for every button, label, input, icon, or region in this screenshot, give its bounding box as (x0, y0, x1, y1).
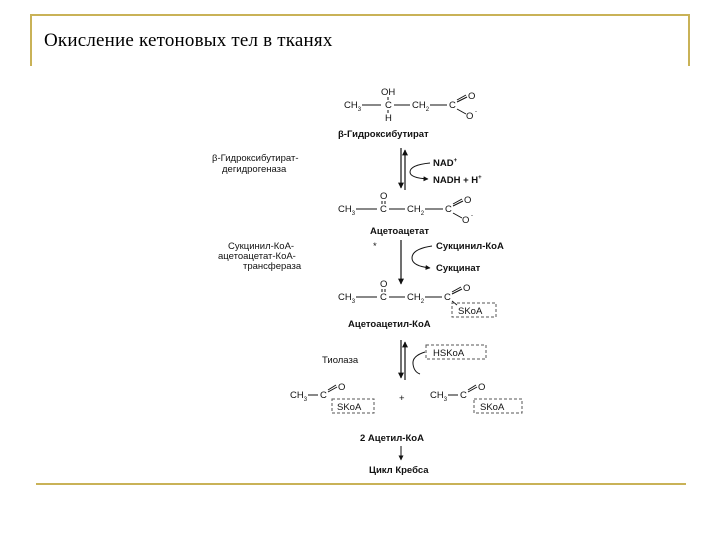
svg-text:CH3: $CH_3$ (344, 100, 362, 113)
svg-text:O: O (462, 215, 470, 226)
svg-text:SKoA: SKoA (458, 306, 483, 317)
svg-text:C: C (460, 390, 467, 401)
svg-text:-: - (471, 213, 473, 219)
acetyl-coa-left-structure (290, 382, 374, 413)
reversible-arrow-3 (401, 340, 405, 380)
svg-text:H: H (385, 113, 392, 124)
svg-text:O: O (464, 195, 472, 206)
svg-text:CH3: $CH_3$ (338, 204, 356, 217)
svg-text:C: C (449, 100, 456, 111)
svg-text:O: O (478, 382, 486, 393)
svg-text:CH2: $CH_2$ (407, 204, 425, 217)
dehydrogenase-label-line2: дегидрогеназа (222, 164, 287, 175)
nad-label: NAD+ (433, 158, 458, 169)
hskoa-curve (413, 352, 425, 374)
svg-text:CH3: $CH_3$ (430, 390, 448, 403)
svg-text:C: C (444, 292, 451, 303)
svg-text:C: C (320, 390, 327, 401)
krebs-cycle-label: Цикл Кребса (369, 465, 429, 476)
svg-text:SKoA: SKoA (337, 402, 362, 413)
svg-text:O: O (380, 279, 388, 290)
svg-text:O: O (468, 91, 476, 102)
hydroxybutyrate-label: β-Гидроксибутират (338, 129, 429, 140)
svg-text:SKoA: SKoA (480, 402, 505, 413)
svg-text:CH3: $CH_3$ (338, 292, 356, 305)
plus-sign: + (399, 393, 405, 404)
svg-text:O: O (466, 111, 474, 122)
svg-text:OH: OH (381, 87, 396, 98)
svg-text:C: C (445, 204, 452, 215)
acetoacetyl-coa-label: Ацетоацетил-КоА (348, 319, 431, 330)
nadh-label: NADH + H+ (433, 175, 482, 186)
succinyl-coa-label: Сукцинил-КоА (436, 241, 504, 252)
svg-text:O: O (338, 382, 346, 393)
transferase-label-line2: ацетоацетат-КоА- (218, 251, 296, 262)
svg-text:C: C (385, 100, 392, 111)
svg-text:CH2: $CH_2$ (407, 292, 425, 305)
thiolase-label: Тиолаза (322, 355, 359, 366)
reversible-arrow-1 (401, 148, 405, 190)
svg-text:C: C (380, 204, 387, 215)
star-mark: * (373, 241, 377, 252)
acetoacetate-label: Ацетоацетат (370, 226, 430, 237)
transferase-label-line3: трансфераза (243, 261, 302, 272)
acetoacetate-structure (338, 191, 473, 226)
nad-curve-arrow (410, 163, 430, 179)
hskoa-label: HSKoA (433, 348, 465, 359)
acetyl-coa-label: 2 Ацетил-КоА (360, 433, 424, 444)
acetoacetyl-coa-structure (338, 279, 496, 317)
hydroxybutyrate-structure (344, 87, 477, 124)
svg-text:C: C (380, 292, 387, 303)
svg-text:O: O (380, 191, 388, 202)
acetyl-coa-right-structure (430, 382, 522, 413)
transferase-label-line1: Сукцинил-КоА- (228, 241, 295, 252)
succinyl-curve-arrow (412, 246, 432, 268)
svg-text:-: - (475, 109, 477, 115)
dehydrogenase-label-line1: β-Гидроксибутират- (212, 153, 299, 164)
svg-text:CH2: $CH_2$ (412, 100, 430, 113)
slide-title: Окисление кетоновых тел в тканях (44, 30, 333, 51)
svg-text:CH3: $CH_3$ (290, 390, 308, 403)
succinate-label: Сукцинат (436, 263, 481, 274)
svg-text:O: O (463, 283, 471, 294)
